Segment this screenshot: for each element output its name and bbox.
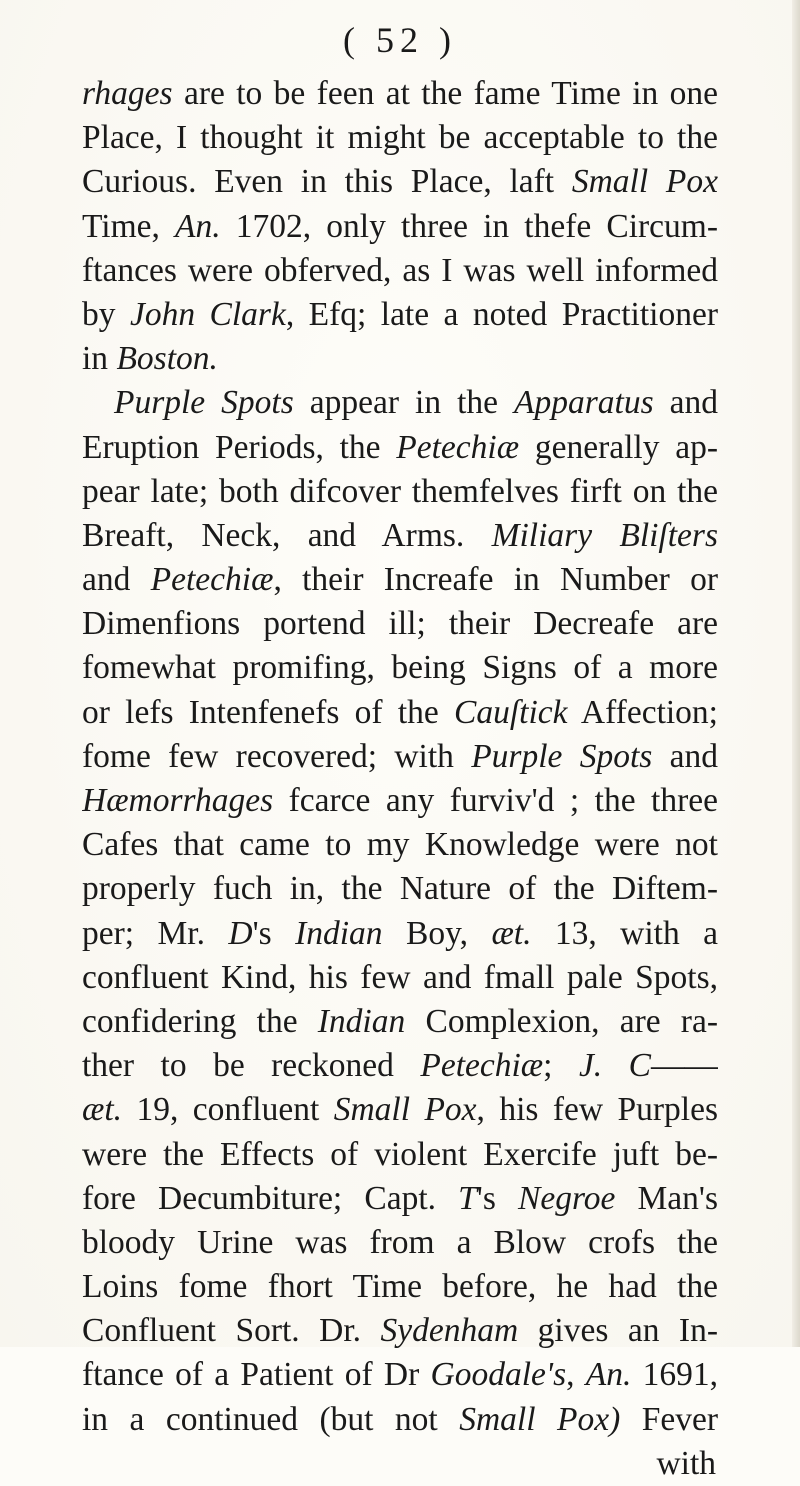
text-line — [82, 249, 718, 293]
body-text — [82, 72, 718, 1486]
italic-text: Apparatus — [514, 384, 654, 422]
text-line — [82, 1398, 718, 1442]
italic-text: Negroe — [518, 1179, 616, 1217]
text-run: Dimenfions portend ill; their Decreafe are — [82, 605, 718, 643]
catchword: with — [656, 1444, 716, 1482]
italic-text: Petechiæ — [396, 428, 520, 466]
text-line — [82, 293, 718, 337]
text-run: confidering the — [82, 1002, 318, 1040]
text-run: Boy, — [382, 914, 492, 952]
italic-text: Goodale's — [430, 1356, 567, 1394]
text-line — [82, 956, 718, 1000]
text-run: Man's — [615, 1179, 718, 1217]
text-run: fome few recovered; with — [82, 737, 472, 775]
italic-text: Petechiæ — [420, 1047, 544, 1085]
text-line — [82, 779, 718, 823]
text-run: in — [82, 340, 117, 378]
text-run: Place, I thought it might be acceptable to the — [82, 119, 718, 157]
text-run: and — [652, 737, 718, 775]
text-run: ftances were obferved, as I was well informed — [82, 251, 718, 289]
text-run: 19, confluent — [122, 1091, 334, 1129]
text-run: Eruption Periods, the — [82, 428, 397, 466]
text-line — [82, 823, 718, 867]
text-run: in a continued (but not — [82, 1400, 460, 1438]
text-run: 's — [252, 914, 296, 952]
text-run: Confluent Sort. Dr. — [82, 1312, 381, 1350]
text-line — [82, 1133, 718, 1177]
text-run: , their Increafe in Number or — [273, 561, 718, 599]
text-line — [82, 72, 718, 116]
text-run: bloody Urine was from a Blow crofs the — [82, 1223, 718, 1261]
italic-text: T — [458, 1179, 477, 1217]
text-run: Curious. Even in this Place, laft — [82, 163, 572, 201]
text-run: properly fuch in, the Nature of the Diftem- — [82, 870, 718, 908]
text-run: fomewhat promifing, being Signs of a more — [82, 649, 718, 687]
text-line — [82, 1353, 718, 1397]
text-run: are to be feen at the fame Time in one — [172, 75, 718, 112]
text-run: Loins fome fhort Time before, he had the — [82, 1268, 718, 1306]
text-run: confluent Kind, his few and fmall pale Spots, — [82, 958, 718, 996]
italic-text: Small Pox — [333, 1091, 477, 1129]
text-run: by — [82, 295, 130, 333]
text-line — [82, 912, 718, 956]
text-run: Cafes that came to my Knowledge were not — [82, 826, 718, 864]
text-run: ; — [543, 1047, 579, 1085]
text-line — [82, 735, 718, 779]
text-run: Complexion, are ra- — [405, 1002, 718, 1040]
italic-text: Miliary Bliſters — [491, 516, 718, 554]
text-run: and — [82, 561, 151, 599]
italic-text: Boston. — [116, 340, 218, 378]
text-line — [82, 205, 718, 249]
italic-text: Small Pox) — [459, 1400, 621, 1438]
text-line — [82, 558, 718, 602]
text-run: —— — [651, 1047, 718, 1085]
italic-text: Petechiæ — [150, 561, 274, 599]
text-line — [82, 1000, 718, 1044]
page-edge — [792, 0, 800, 1347]
text-line — [82, 116, 718, 160]
italic-text: rhages — [82, 75, 173, 112]
text-run: gives an In- — [518, 1312, 718, 1350]
text-run: Breaft, Neck, and Arms. — [82, 516, 492, 554]
text-run: generally ap- — [519, 428, 718, 466]
text-line — [82, 426, 718, 470]
text-run: fore Decumbiture; Capt. — [82, 1179, 459, 1217]
text-run: Fever — [620, 1400, 718, 1438]
text-run: fcarce any furviv'd ; the three — [273, 782, 718, 819]
italic-text: Sydenham — [380, 1312, 519, 1350]
text-run: 1702, only three in thefe Circum- — [220, 207, 718, 245]
text-run: Affection; — [567, 693, 718, 731]
text-line — [82, 381, 718, 425]
text-line — [82, 867, 718, 911]
italic-text: An. — [175, 207, 221, 245]
text-run: pear late; both difcover themfelves firft on the — [82, 472, 718, 510]
text-line — [82, 646, 718, 690]
italic-text: D — [228, 914, 253, 952]
italic-text: Purple Spots — [471, 737, 653, 775]
text-run: 13, with a — [531, 914, 718, 952]
text-run: , — [566, 1356, 586, 1394]
text-line — [82, 602, 718, 646]
italic-text: Indian — [295, 914, 383, 952]
text-line — [82, 1044, 718, 1088]
text-run: 's — [476, 1179, 518, 1217]
italic-text: Small Pox — [571, 163, 718, 201]
text-run: per; Mr. — [82, 914, 229, 952]
italic-text: Indian — [317, 1002, 406, 1040]
text-run: ther to be reckoned — [82, 1047, 421, 1085]
text-line — [82, 1177, 718, 1221]
text-run: Time, — [82, 207, 176, 245]
text-run: and — [653, 384, 718, 422]
text-line — [82, 1221, 718, 1265]
text-run: or lefs Intenfenefs of the — [82, 693, 455, 731]
text-line — [82, 514, 718, 558]
italic-text: æt. — [491, 914, 532, 952]
italic-text: Hæmorrhages — [82, 782, 274, 819]
text-line — [82, 337, 718, 381]
italic-text: æt. — [82, 1091, 123, 1129]
text-run: were the Effects of violent Exercife juft be- — [82, 1135, 718, 1173]
italic-text: John Clark — [129, 295, 286, 333]
italic-text: Cauſtick — [454, 693, 568, 731]
text-run: , his few Purples — [476, 1091, 718, 1129]
text-run: 1691, — [631, 1356, 718, 1394]
text-line — [82, 470, 718, 514]
text-run: , Efq; late a noted Practitioner — [285, 295, 718, 333]
italic-text: Purple Spots — [114, 384, 294, 422]
text-line — [82, 160, 718, 204]
italic-text: J. C — [578, 1047, 651, 1085]
italic-text: An. — [585, 1356, 632, 1394]
text-line — [82, 691, 718, 735]
text-run: appear in the — [293, 384, 515, 422]
page-number: ( 52 ) — [343, 20, 457, 60]
text-run: ftance of a Patient of Dr — [82, 1356, 431, 1394]
text-line — [82, 1265, 718, 1309]
text-line — [82, 1088, 718, 1132]
